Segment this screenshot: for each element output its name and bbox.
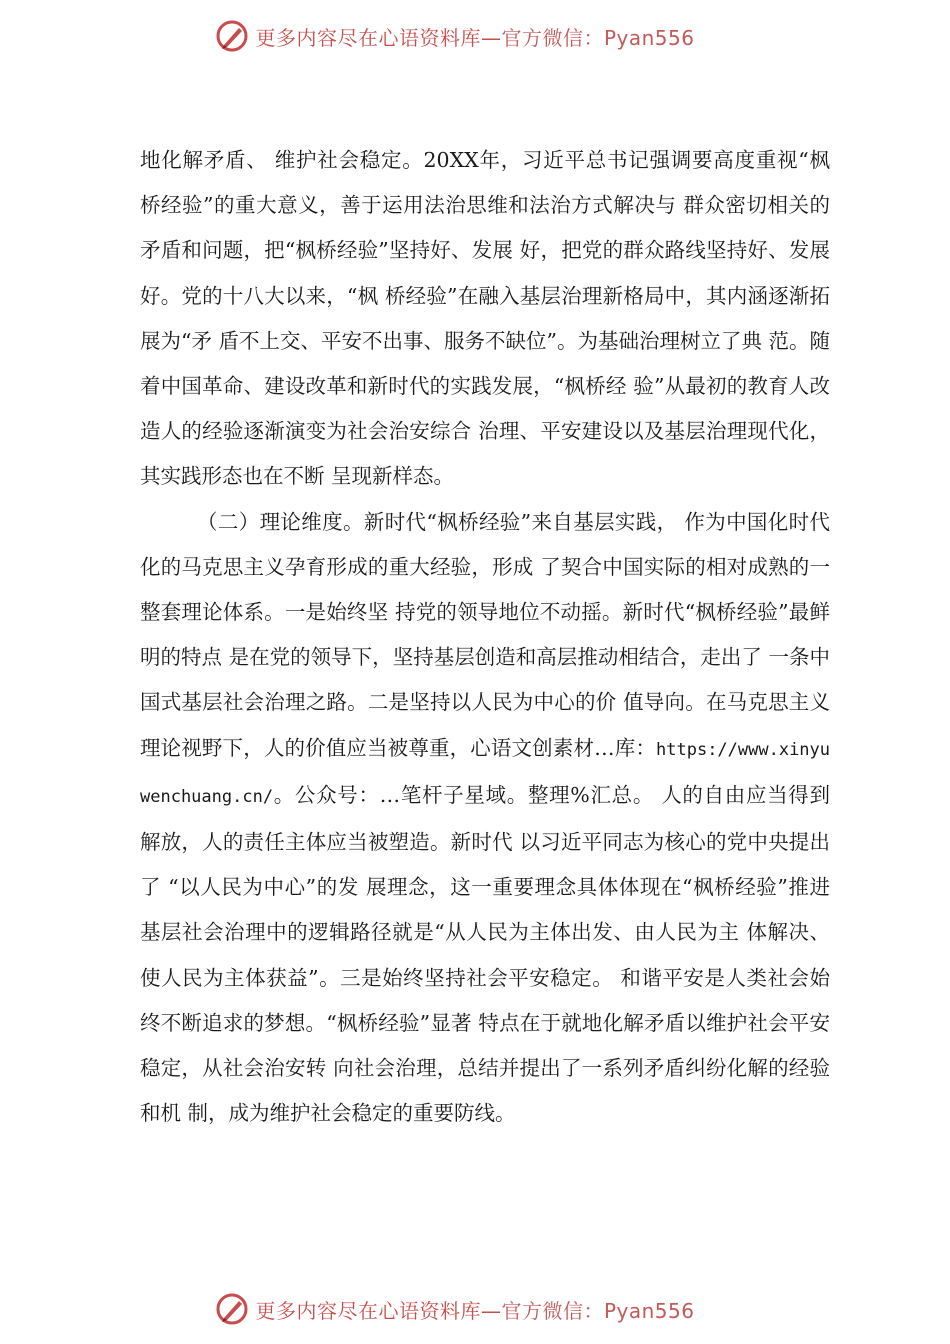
document-body (140, 138, 830, 1136)
pen-logo-icon (215, 19, 249, 53)
watermark-slogan: 更多内容尽在心语资料库 (255, 1298, 481, 1323)
paragraph-2 (140, 500, 830, 1137)
watermark-text (255, 1295, 694, 1324)
footer-watermark (0, 1287, 950, 1331)
paragraph-1: 地化解矛盾、 维护社会稳定。20XX年，习近平总书记强调要高度重视“枫 桥经验”的重大意义，善于运用法治思维和法治方式解决与 群众密切相关的矛盾和问题，把“枫桥经验”坚持好、发展 好，把党的群众路线坚持好、发展好。党的十八大以来，“枫 桥经验”在融入基层治理新格局中，其内涵逐渐拓展为“矛 盾不上交、平安不出事、服务不缺位”。为基础治理树立了典 范。随着中国革命、建设改革和新时代的实践发展，“枫桥经 验”从最初的教育人改造人的经验逐渐演变为社会治安综合 治理、平安建设以及基层治理现代化，其实践形态也在不断 呈现新样态。 (140, 148, 830, 489)
watermark-separator: — (480, 1298, 502, 1323)
watermark-wechat: 官方微信：Pyan556 (501, 25, 695, 50)
watermark-wechat: 官方微信：Pyan556 (501, 1298, 695, 1323)
inline-source-suffix: 。公众号：…笔杆子星域。整理%汇总。 人的自由应当得到解放，人的责任主体应当被塑造。新时代 以习近平同志为核心的党中央提出了 “以人民为中心”的发 展理念，这一重要理念具体体现在“枫桥经验”推进基层社会治理中的逻辑路径就是“从人民为主体出发、由人民为主 体解决、使人民为主体获益”。三是始终坚持社会平安稳定。 和谐平安是人类社会始终不断追求的梦想。“枫桥经验”显著 特点在于就地化解矛盾以维护社会平安稳定，从社会治安转 向社会治理，总结并提出了一系列矛盾纠纷化解的经验和机 制，成为维护社会稳定的重要防线。 (140, 782, 830, 1126)
pen-logo-icon (215, 1292, 249, 1326)
header-watermark (0, 14, 950, 58)
watermark-separator: — (480, 25, 502, 50)
paragraph-2-text: （二）理论维度。新时代“枫桥经验”来自基层实践， 作为中国化时代化的马克思主义孕育形成的重大经验，形成 了契合中国实际的相对成熟的一整套理论体系。一是始终坚 持党的领导地位不动摇。新时代“枫桥经验”最鲜明的特点 是在党的领导下，坚持基层创造和高层推动相结合，走出了 一条中国式基层社会治理之路。二是坚持以人民为中心的价 值导向。在马克思主义理论视野下，人的价值应当被尊重， (140, 509, 830, 760)
watermark-slogan: 更多内容尽在心语资料库 (255, 25, 481, 50)
watermark-text (255, 22, 694, 51)
inline-source-prefix: 心语文创素材…库： (470, 735, 657, 760)
inline-source-url: https://www.xinyuwenchuang.cn/ (140, 739, 831, 807)
